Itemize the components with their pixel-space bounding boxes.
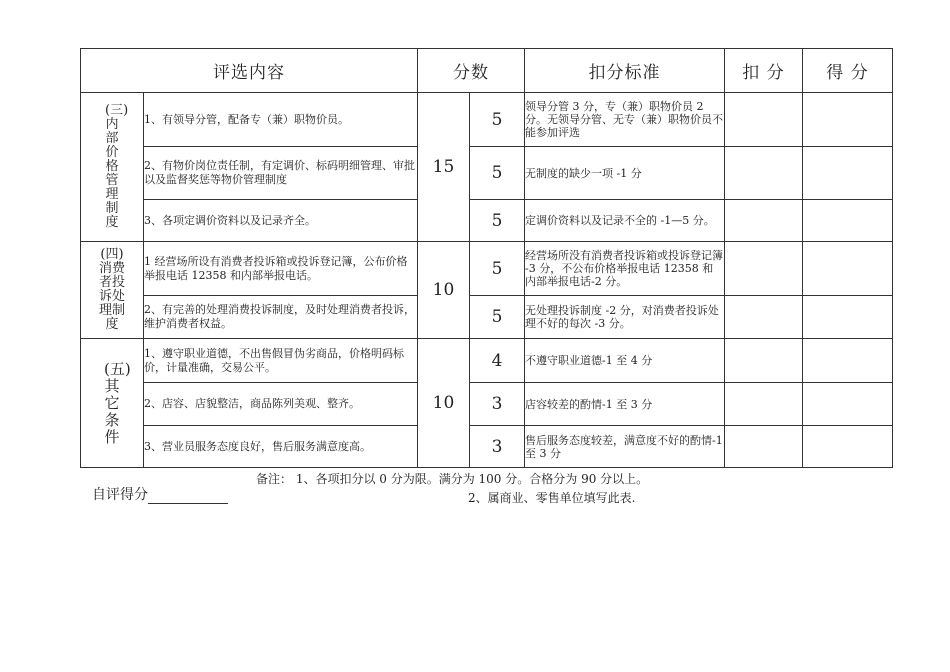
table-row <box>81 296 893 339</box>
item-score: 5 <box>470 200 525 242</box>
gain-cell[interactable] <box>803 383 893 426</box>
gain-cell[interactable] <box>803 296 893 339</box>
header-standard: 扣分标准 <box>525 49 725 93</box>
header-content: 评选内容 <box>81 49 418 93</box>
table-row <box>81 200 893 242</box>
header-row <box>81 49 893 93</box>
gain-cell[interactable] <box>803 339 893 383</box>
item-score: 3 <box>470 383 525 426</box>
standard-cell: 售后服务态度较差，满意度不好的酌情-1 至 3 分 <box>525 426 725 468</box>
standard-cell: 经营场所没有消费者投诉箱或投诉登记簿 -3 分，不公布价格举报电话 12358 和内部举报电话-2 分。 <box>525 242 725 296</box>
item-score: 5 <box>470 93 525 147</box>
category-label: (三) 内部价格管理制度 <box>105 103 129 230</box>
scoring-table <box>80 48 893 468</box>
content-cell: 2、店容、店貌整洁，商品陈列美观、整齐。 <box>144 383 418 426</box>
deduct-cell[interactable] <box>725 383 803 426</box>
gain-cell[interactable] <box>803 242 893 296</box>
content-cell: 1、有领导分管，配备专（兼）职物价员。 <box>144 93 418 147</box>
item-score: 5 <box>470 296 525 339</box>
category-label: (五) 其它条件 <box>104 359 131 446</box>
standard-cell: 定调价资料以及记录不全的 -1—5 分。 <box>525 200 725 242</box>
category-cell <box>81 242 144 339</box>
table-row <box>81 339 893 383</box>
group-total: 10 <box>418 339 470 468</box>
standard-cell: 不遵守职业道德-1 至 4 分 <box>525 339 725 383</box>
table-row <box>81 147 893 200</box>
header-score: 分数 <box>418 49 525 93</box>
content-cell: 3、各项定调价资料以及记录齐全。 <box>144 200 418 242</box>
table-row <box>81 93 893 147</box>
self-score-field[interactable] <box>148 489 228 504</box>
category-label: (四) 消费者投诉处理制度 <box>98 247 125 332</box>
standard-cell: 无制度的缺少一项 -1 分 <box>525 147 725 200</box>
item-score: 5 <box>470 242 525 296</box>
content-cell: 1、遵守职业道德，不出售假冒伪劣商品，价格明码标价，计量准确，交易公平。 <box>144 339 418 383</box>
header-gain: 得 分 <box>803 49 893 93</box>
footer-note-2: 2、属商业、零售单位填写此表. <box>468 491 636 505</box>
table-row <box>81 383 893 426</box>
content-cell: 3、营业员服务态度良好，售后服务满意度高。 <box>144 426 418 468</box>
group-total: 15 <box>418 93 470 242</box>
deduct-cell[interactable] <box>725 296 803 339</box>
category-cell <box>81 93 144 242</box>
footer-note: 备注： 1、各项扣分以 0 分为限。满分为 100 分。合格分为 90 分以上。 <box>256 472 649 486</box>
content-cell: 1 经营场所设有消费者投诉箱或投诉登记簿，公布价格举报电话 12358 和内部举报电话。 <box>144 242 418 296</box>
category-cell <box>81 339 144 468</box>
deduct-cell[interactable] <box>725 339 803 383</box>
item-score: 4 <box>470 339 525 383</box>
deduct-cell[interactable] <box>725 242 803 296</box>
deduct-cell[interactable] <box>725 426 803 468</box>
group-total: 10 <box>418 242 470 339</box>
self-score <box>92 484 228 504</box>
gain-cell[interactable] <box>803 147 893 200</box>
header-deduct: 扣 分 <box>725 49 803 93</box>
table-row <box>81 426 893 468</box>
standard-cell: 无处理投诉制度 -2 分，对消费者投诉处理不好的每次 -3 分。 <box>525 296 725 339</box>
item-score: 5 <box>470 147 525 200</box>
self-score-label: 自评得分 <box>92 487 148 503</box>
gain-cell[interactable] <box>803 426 893 468</box>
gain-cell[interactable] <box>803 200 893 242</box>
item-score: 3 <box>470 426 525 468</box>
deduct-cell[interactable] <box>725 147 803 200</box>
deduct-cell[interactable] <box>725 93 803 147</box>
content-cell: 2、有完善的处理消费投诉制度，及时处理消费者投诉，维护消费者权益。 <box>144 296 418 339</box>
table-row <box>81 242 893 296</box>
standard-cell: 店容较差的酌情-1 至 3 分 <box>525 383 725 426</box>
standard-cell: 领导分管 3 分，专（兼）职物价员 2 分。无领导分管、无专（兼）职物价员不能参加评选 <box>525 93 725 147</box>
deduct-cell[interactable] <box>725 200 803 242</box>
gain-cell[interactable] <box>803 93 893 147</box>
content-cell: 2、有物价岗位责任制，有定调价、标码明细管理、审批以及监督奖惩等物价管理制度 <box>144 147 418 200</box>
